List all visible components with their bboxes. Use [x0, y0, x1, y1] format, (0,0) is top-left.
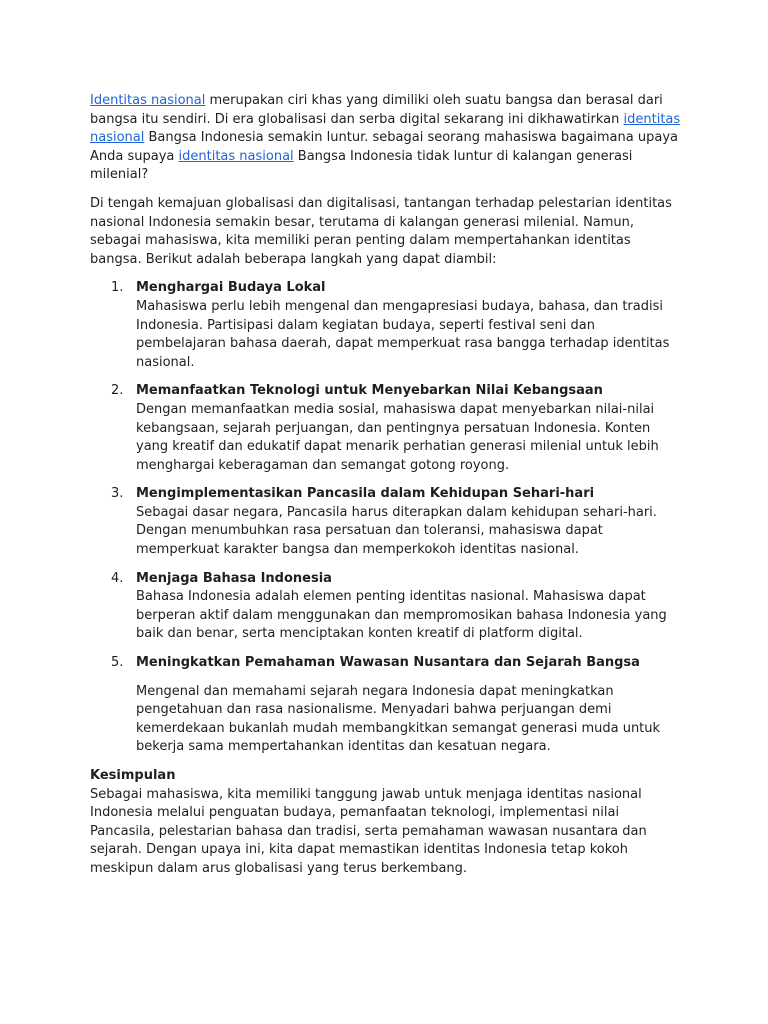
- step-number: 3.: [111, 486, 124, 502]
- link-identitas-nasional-3[interactable]: identitas nasional: [178, 148, 294, 164]
- list-item: [90, 485, 682, 559]
- intro-text-1: merupakan ciri khas yang dimiliki oleh suatu bangsa dan berasal dari bangsa itu sendiri. Di era globalisasi dan serba digital sekarang ini dikhawatirkan: [90, 93, 663, 127]
- step-text: Bahasa Indonesia adalah elemen penting identitas nasional. Mahasiswa dapat berperan aktif dalam menggunakan dan mempromosikan bahasa Indonesia yang baik dan benar, serta menciptakan konten kreatif di platform digital.: [136, 589, 667, 642]
- step-number: 1.: [111, 280, 124, 296]
- step-text: Mengenal dan memahami sejarah negara Indonesia dapat meningkatkan pengetahuan dan rasa nasionalisme. Menyadari bahwa perjuangan demi kemerdekaan bukanlah mudah membangkitkan semangat generasi muda untuk bekerja sama mempertahankan identitas dan kesatuan negara.: [136, 683, 661, 755]
- step-text: Dengan memanfaatkan media sosial, mahasiswa dapat menyebarkan nilai-nilai kebangsaan, sejarah perjuangan, dan pentingnya persatuan Indonesia. Konten yang kreatif dan edukatif dapat menarik perhatian generasi milenial untuk lebih menghargai keberagaman dan semangat gotong royong.: [136, 401, 659, 473]
- list-item: [90, 570, 682, 644]
- intro-text-3: Bangsa Indonesia tidak luntur di kalangan generasi milenial?: [90, 148, 633, 183]
- step-title: Mengimplementasikan Pancasila dalam Kehidupan Sehari-hari: [136, 486, 595, 502]
- list-item: [90, 654, 682, 757]
- conclusion-title: Kesimpulan: [90, 768, 176, 783]
- step-title: Menjaga Bahasa Indonesia: [136, 570, 332, 586]
- conclusion-text: Sebagai mahasiswa, kita memiliki tanggung jawab untuk menjaga identitas nasional Indonesia melalui penguatan budaya, pemanfaatan teknologi, implementasi nilai Pancasila, pelestarian bahasa dan tradisi, serta pemahaman wawasan nusantara dan sejarah. Dengan upaya ini, kita dapat memastikan identitas Indonesia tetap kokoh meskipun dalam arus globalisasi yang terus berkembang.: [90, 786, 647, 876]
- step-title: Menghargai Budaya Lokal: [136, 280, 326, 296]
- conclusion-section: [90, 767, 682, 879]
- intro-text-2: Bangsa Indonesia semakin luntur. sebagai seorang mahasiswa bagaimana upaya Anda supaya: [90, 130, 678, 164]
- opening-paragraph: Di tengah kemajuan globalisasi dan digitalisasi, tantangan terhadap pelestarian identitas nasional Indonesia semakin besar, terutama di kalangan generasi milenial. Namun, sebagai mahasiswa, kita memiliki peran penting dalam mempertahankan identitas bangsa. Berikut adalah beberapa langkah yang dapat diambil:: [90, 195, 672, 267]
- intro-paragraph: [90, 92, 682, 185]
- document-page: [90, 92, 682, 879]
- link-identitas-nasional-1[interactable]: Identitas nasional: [90, 93, 206, 108]
- link-identitas-nasional-2[interactable]: identitas nasional: [90, 111, 681, 146]
- list-item: [90, 382, 682, 475]
- step-text: Mahasiswa perlu lebih mengenal dan mengapresiasi budaya, bahasa, dan tradisi Indonesia. Partisipasi dalam kegiatan budaya, seperti festival seni dan pembelajaran bahasa daerah, dapat memperkuat rasa bangga terhadap identitas nasional.: [136, 298, 670, 370]
- step-text: Sebagai dasar negara, Pancasila harus diterapkan dalam kehidupan sehari-hari. Dengan menumbuhkan rasa persatuan dan toleransi, mahasiswa dapat memperkuat karakter bangsa dan memperkokoh identitas nasional.: [136, 504, 657, 558]
- list-item: [90, 279, 682, 372]
- step-title: Meningkatkan Pemahaman Wawasan Nusantara dan Sejarah Bangsa: [136, 655, 640, 671]
- step-title: Memanfaatkan Teknologi untuk Menyebarkan Nilai Kebangsaan: [136, 383, 603, 399]
- step-number: 5.: [111, 655, 124, 671]
- step-number: 2.: [111, 383, 124, 399]
- steps-list: [90, 279, 682, 757]
- step-number: 4.: [111, 570, 124, 586]
